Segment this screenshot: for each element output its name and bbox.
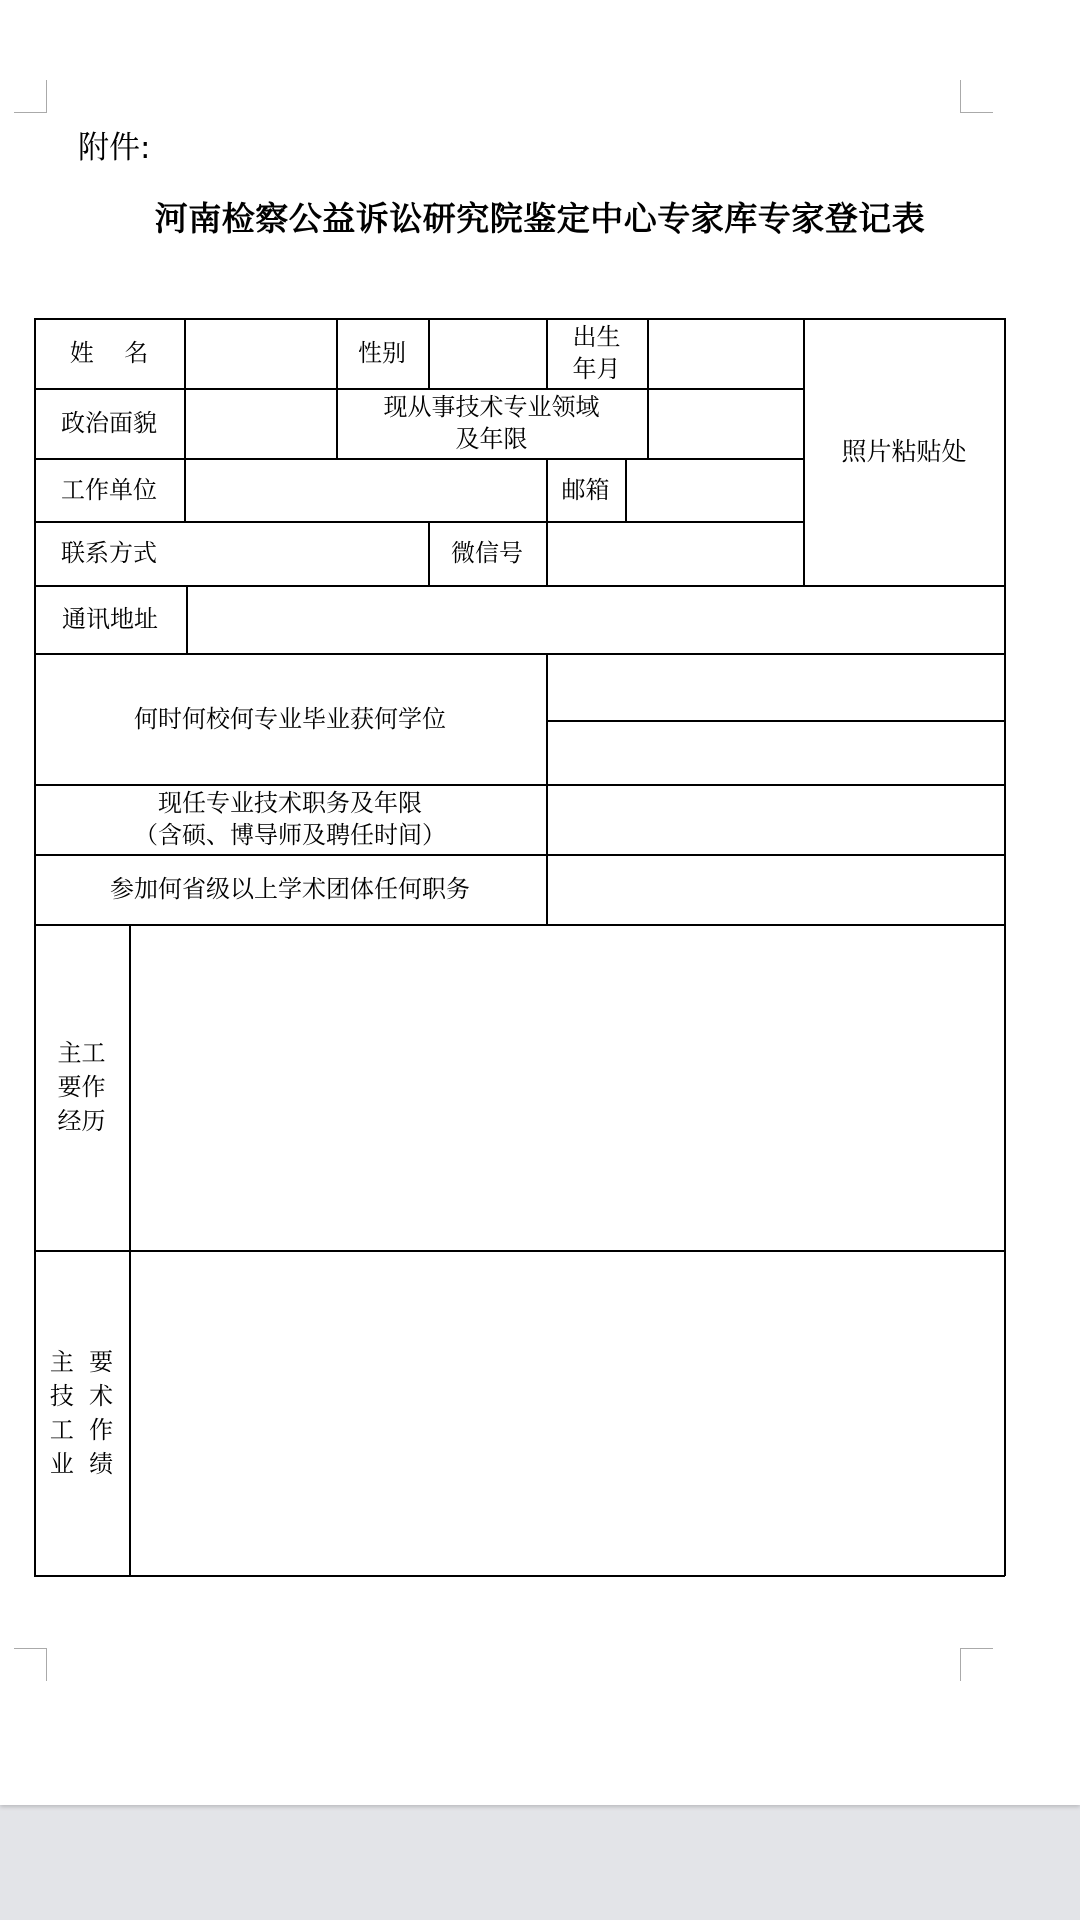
academic-field[interactable] — [547, 855, 1003, 923]
email-field[interactable] — [626, 459, 802, 520]
label-field-line1: 现从事技术专业领域 — [383, 393, 600, 421]
label-name: 姓 名 — [69, 339, 149, 367]
field-years-field[interactable] — [648, 389, 802, 457]
label-political: 政治面貌 — [61, 409, 157, 437]
label-work-history — [34, 924, 129, 1250]
label-achievements-line: 工 作 — [49, 1415, 114, 1444]
crop-mark-top-right — [960, 80, 993, 113]
label-workplace: 工作单位 — [61, 475, 157, 504]
work-history-field[interactable] — [131, 925, 1003, 1249]
name-field[interactable] — [185, 319, 335, 387]
label-achievements-line: 技 术 — [49, 1381, 114, 1410]
birth-field[interactable] — [648, 319, 802, 387]
wechat-field[interactable] — [547, 522, 802, 584]
label-birth — [546, 318, 647, 388]
achievements-field[interactable] — [131, 1251, 1003, 1574]
label-wechat: 微信号 — [451, 539, 523, 567]
label-email: 邮箱 — [561, 475, 610, 504]
label-work-history-line: 经历 — [57, 1107, 106, 1135]
label-work-history-line: 主工 — [57, 1039, 106, 1067]
label-work-history-line: 要作 — [57, 1073, 106, 1101]
label-birth-line2: 年月 — [572, 355, 621, 383]
education-field-2[interactable] — [547, 721, 1003, 783]
label-contact: 联系方式 — [61, 539, 157, 567]
label-title-line2: （含硕、博导师及聘任时间） — [134, 821, 446, 849]
crop-mark-bottom-right — [960, 1648, 993, 1681]
label-achievements — [34, 1250, 129, 1575]
label-education: 何时何校何专业毕业获何学位 — [134, 704, 446, 733]
address-field[interactable] — [187, 586, 1003, 652]
gender-field[interactable] — [429, 319, 545, 387]
political-field[interactable] — [185, 389, 335, 457]
label-birth-line1: 出生 — [572, 323, 621, 351]
crop-mark-top-left — [14, 80, 47, 113]
label-field-line2: 及年限 — [455, 425, 528, 453]
photo-placeholder[interactable]: 照片粘贴处 — [841, 436, 967, 466]
label-title — [34, 784, 546, 854]
form-title: 河南检察公益诉讼研究院鉴定中心专家库专家登记表 — [154, 199, 926, 238]
label-academic: 参加何省级以上学术团体任何职务 — [110, 875, 470, 903]
attachment-label: 附件: — [78, 130, 151, 166]
contact-field[interactable] — [185, 522, 427, 584]
workplace-field[interactable] — [185, 459, 545, 520]
label-title-line1: 现任专业技术职务及年限 — [158, 789, 422, 817]
table-border-right — [1004, 318, 1006, 1576]
label-achievements-line: 主 要 — [49, 1347, 114, 1376]
label-address: 通讯地址 — [62, 605, 158, 633]
education-field-1[interactable] — [547, 654, 1003, 719]
crop-mark-bottom-left — [14, 1648, 47, 1681]
label-gender: 性别 — [358, 339, 406, 367]
label-achievements-line: 业 绩 — [49, 1449, 114, 1478]
title-field[interactable] — [547, 785, 1003, 853]
table-border-bottom — [34, 1575, 1005, 1577]
label-field — [336, 388, 647, 458]
